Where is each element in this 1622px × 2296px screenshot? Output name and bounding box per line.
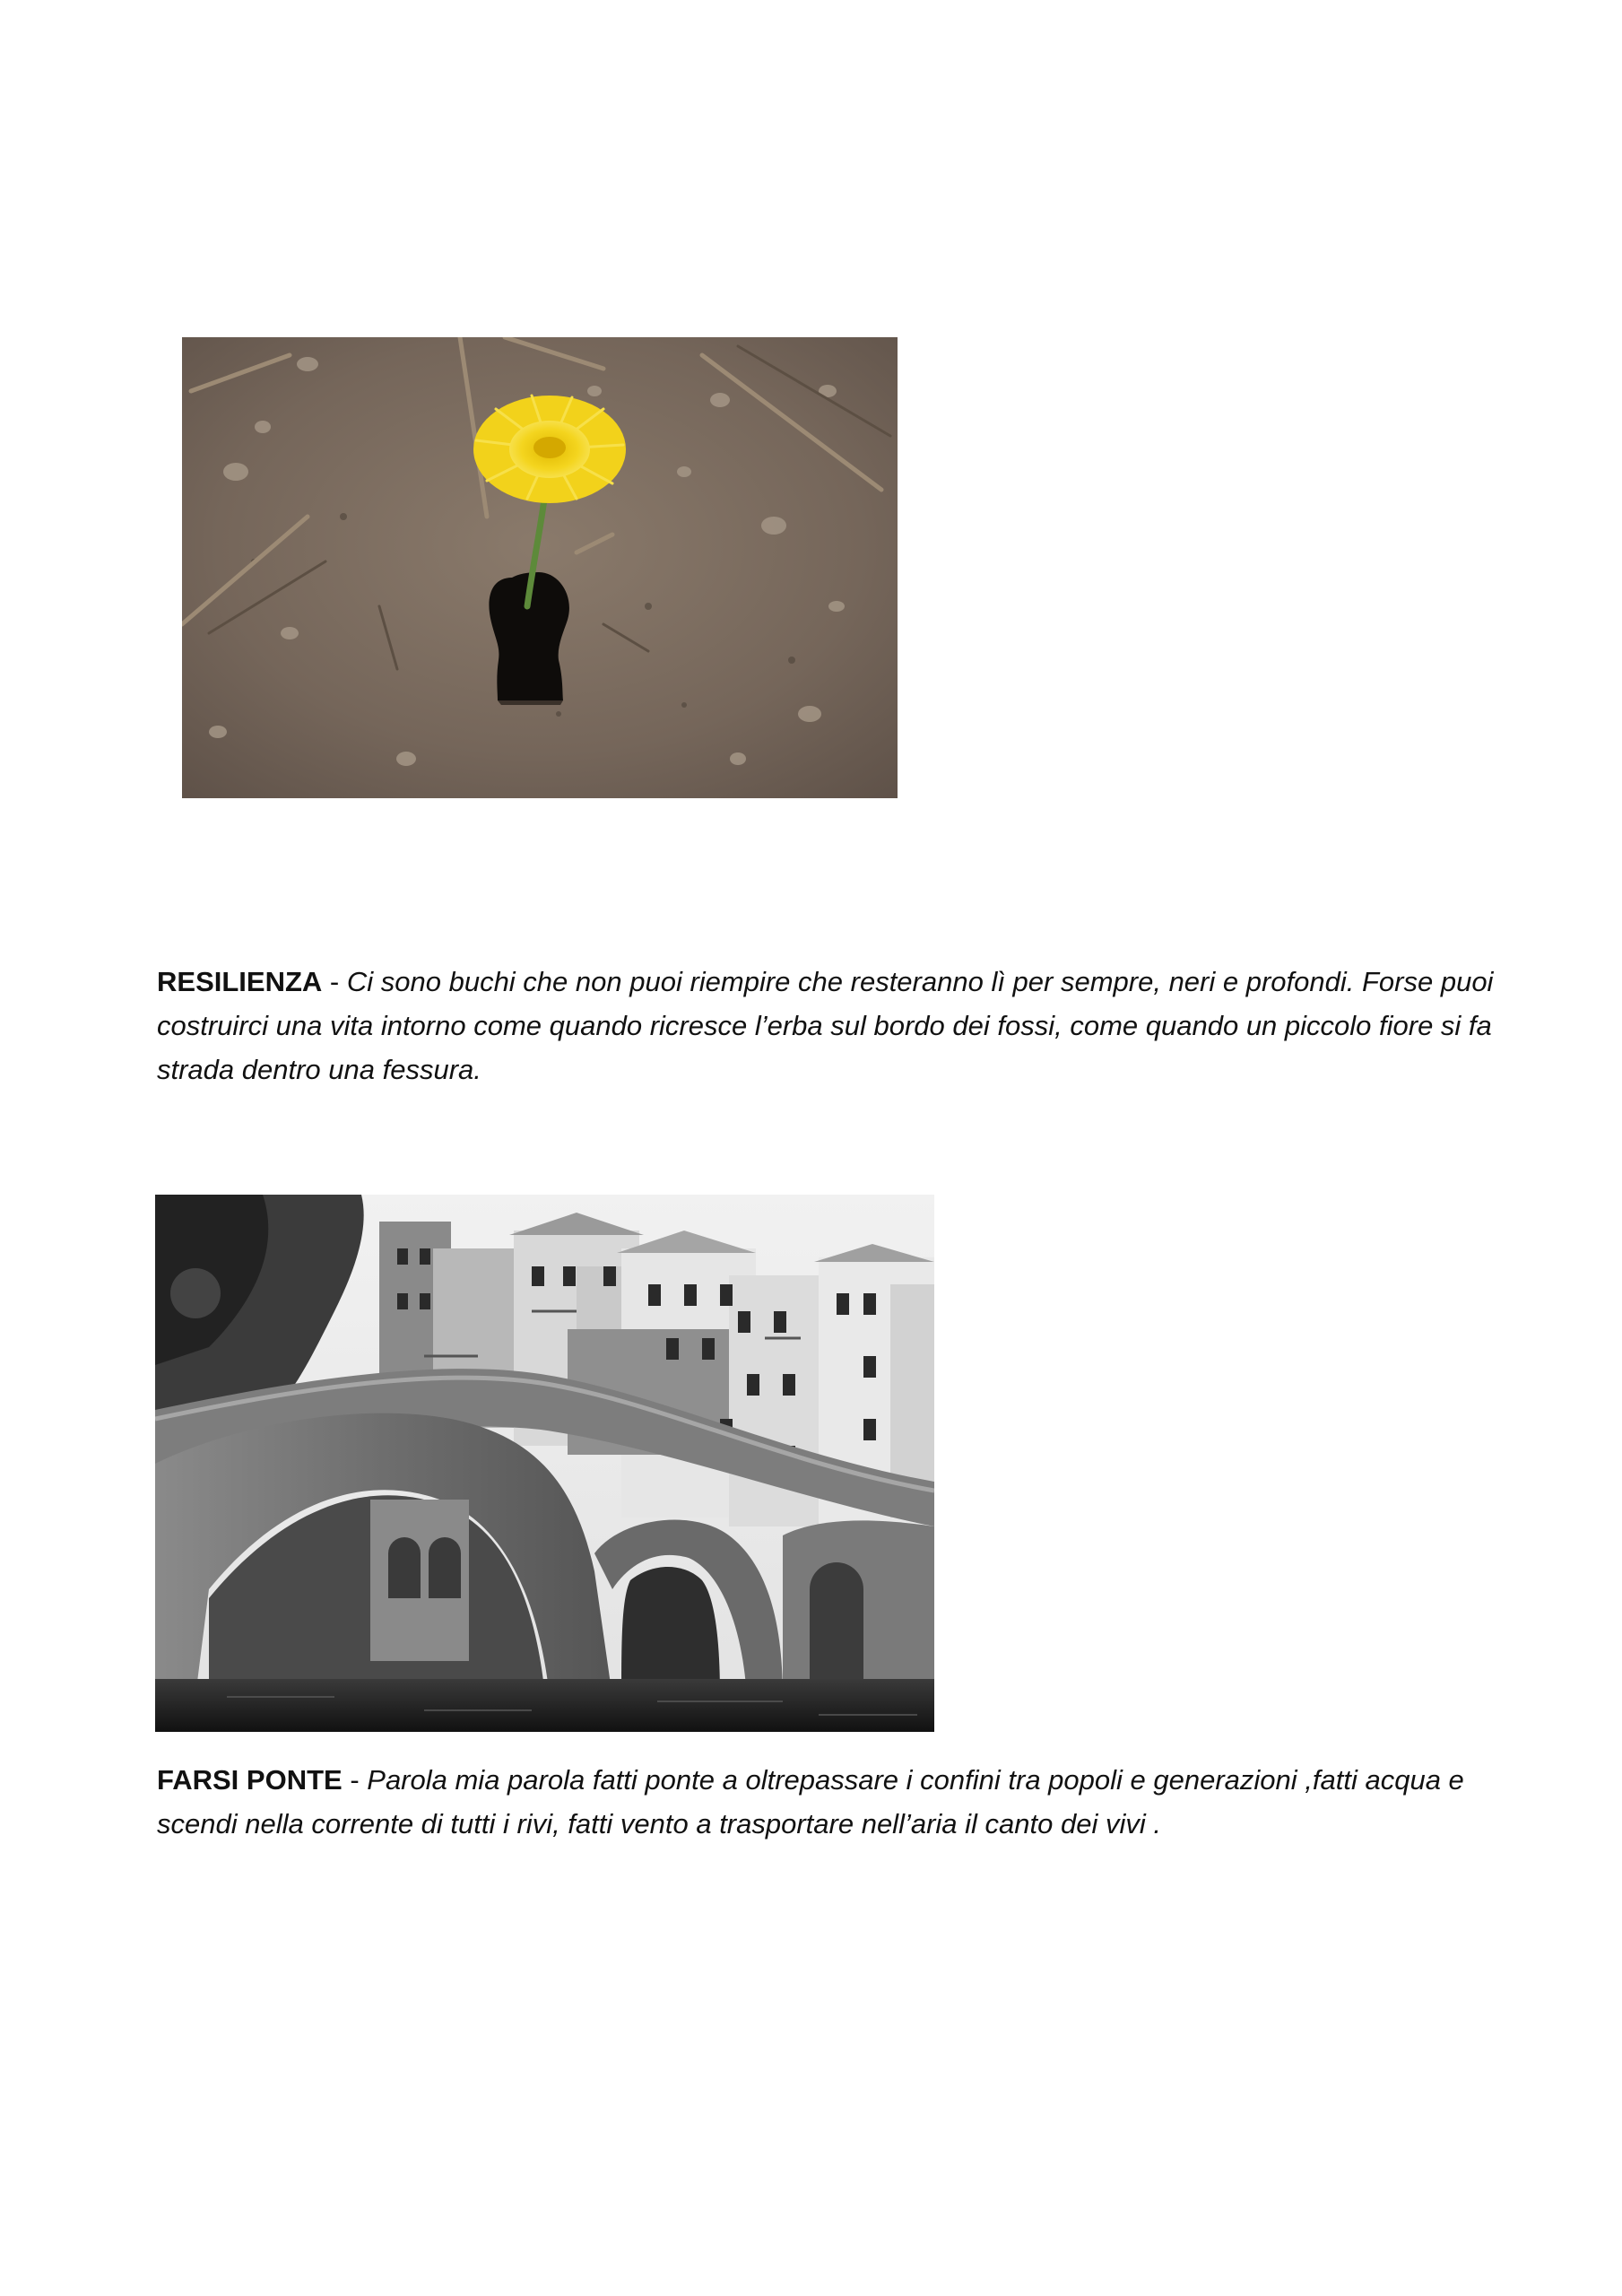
stone-bridge-illustration (155, 1195, 934, 1732)
resilienza-term: RESILIENZA (157, 966, 323, 997)
stone-bridge-photo (155, 1195, 934, 1732)
farsi-ponte-paragraph (157, 1758, 1502, 1846)
resilienza-separator: - (322, 966, 347, 997)
farsi-ponte-term: FARSI PONTE (157, 1764, 343, 1796)
resilienza-paragraph (157, 960, 1502, 1091)
flower-keyhole-illustration (182, 337, 898, 798)
flower-keyhole-photo (182, 337, 898, 798)
farsi-ponte-separator: - (342, 1764, 368, 1796)
resilienza-text: Ci sono buchi che non puoi riempire che resteranno lì per sempre, neri e profondi. Forse puoi costruirci una vita intorno come quando ricresce l’erba sul bordo dei fossi, come quando un piccolo fiore si fa strada dentro una fessura. (157, 966, 1494, 1085)
farsi-ponte-text: Parola mia parola fatti ponte a oltrepassare i confini tra popoli e generazioni ,fatti acqua e scendi nella corrente di tutti i rivi, fatti vento a trasportare nell’aria il canto dei vivi . (157, 1764, 1464, 1839)
